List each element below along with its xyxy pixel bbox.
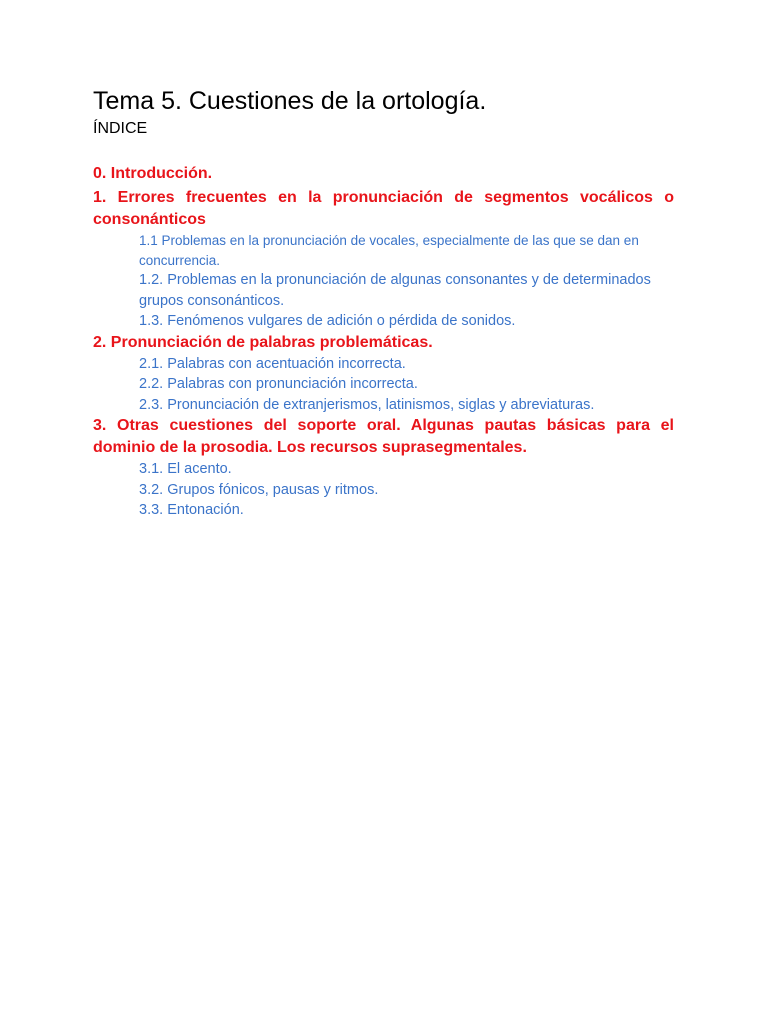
document-title: Tema 5. Cuestiones de la ortología. <box>93 87 487 115</box>
toc-subsection-3-2: 3.2. Grupos fónicos, pausas y ritmos. <box>139 481 379 498</box>
toc-subsection-3-1: 3.1. El acento. <box>139 461 232 477</box>
toc-subsection-2-2: 2.2. Palabras con pronunciación incorrecta. <box>139 376 418 392</box>
toc-section-2: 2. Pronunciación de palabras problemáticas. <box>93 333 433 351</box>
index-heading: ÍNDICE <box>93 120 148 137</box>
toc-section-3: 3. Otras cuestiones del soporte oral. Algunas pautas básicas para el dominio de la prosodia. Los recursos suprasegmentales. <box>93 417 674 456</box>
toc-section-0: 0. Introducción. <box>93 165 213 182</box>
toc-subsection-1-1: 1.1 Problemas en la pronunciación de vocales, especialmente de las que se dan en concurrencia. <box>139 233 639 268</box>
toc-section-1: 1. Errores frecuentes en la pronunciación de segmentos vocálicos o consonánticos <box>93 189 674 228</box>
toc-subsection-2-3: 2.3. Pronunciación de extranjerismos, latinismos, siglas y abreviaturas. <box>139 396 595 413</box>
toc-subsection-3-3: 3.3. Entonación. <box>139 502 244 518</box>
toc-subsection-2-1: 2.1. Palabras con acentuación incorrecta. <box>139 355 406 372</box>
toc-subsection-1-2: 1.2. Problemas en la pronunciación de algunas consonantes y de determinados grupos consonánticos. <box>139 272 651 309</box>
table-of-contents <box>93 163 674 521</box>
toc-subsection-1-3: 1.3. Fenómenos vulgares de adición o pérdida de sonidos. <box>139 313 516 329</box>
